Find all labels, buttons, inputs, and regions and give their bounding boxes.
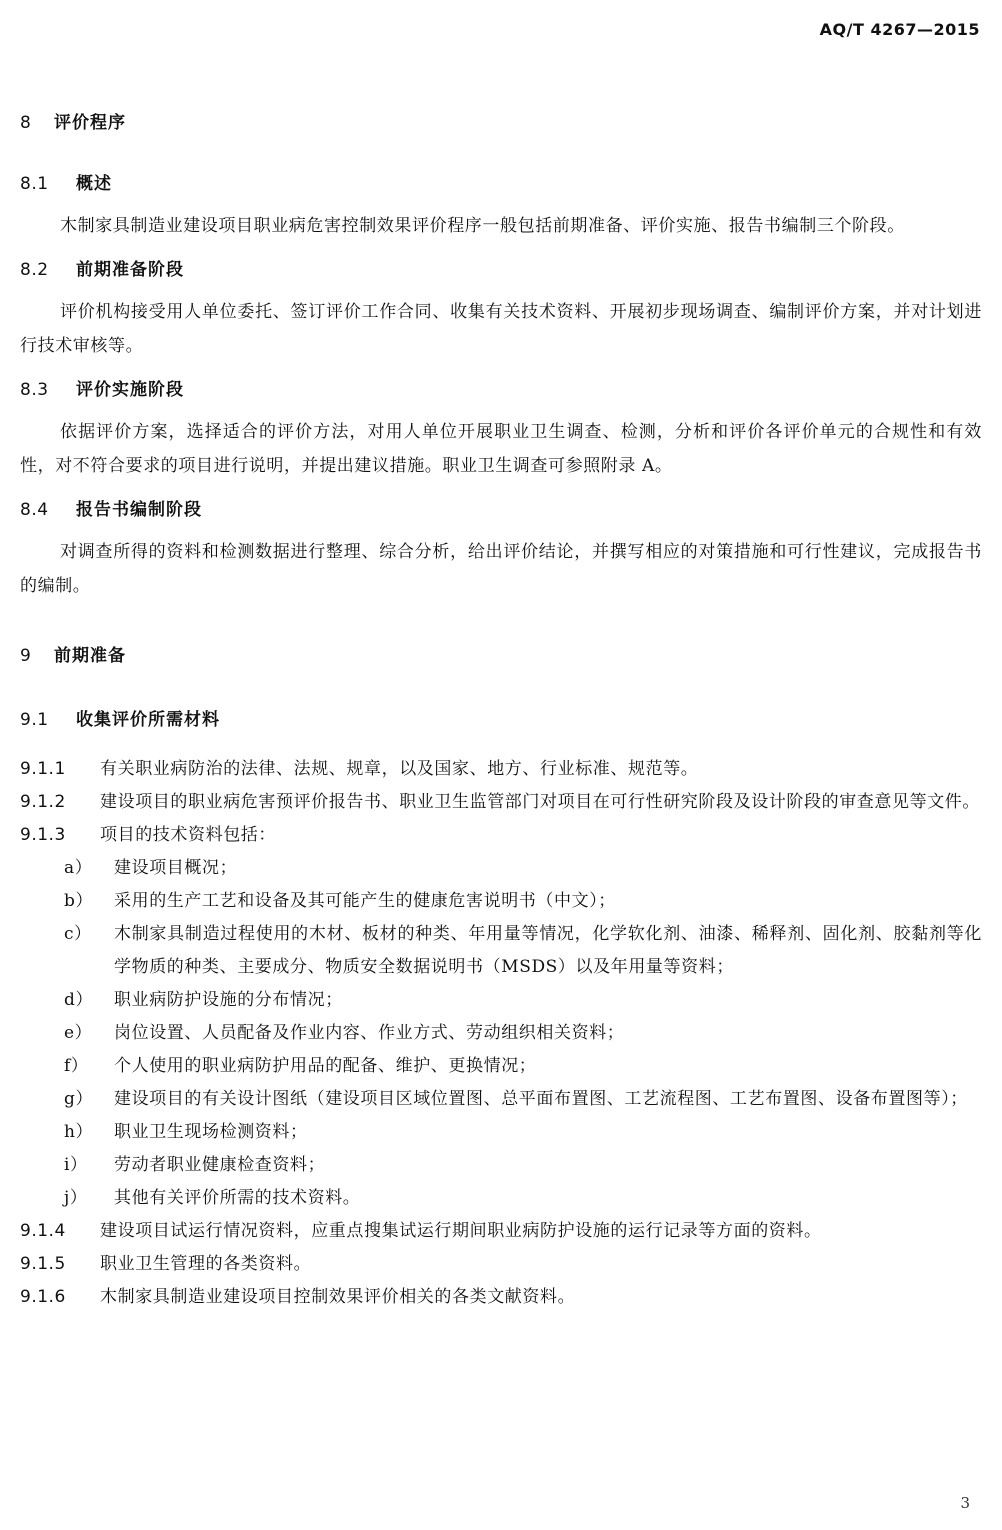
list-text: 劳动者职业健康检查资料； — [114, 1155, 326, 1175]
list-item-i — [20, 1149, 982, 1182]
list-label: i） — [64, 1155, 88, 1175]
clause-text: 建设项目的职业病危害预评价报告书、职业卫生监管部门对项目在可行性研究阶段及设计阶段的审查意见等文件。 — [100, 792, 980, 812]
section-title: 前期准备 — [54, 646, 126, 666]
section-number: 8 — [20, 113, 32, 133]
clause-9-1-2 — [20, 786, 982, 819]
clause-9-1-5 — [20, 1248, 982, 1281]
section-number: 9 — [20, 646, 32, 666]
list-label: g） — [64, 1089, 94, 1109]
clause-number: 9.1.3 — [20, 825, 66, 845]
list-text: 采用的生产工艺和设备及其可能产生的健康危害说明书（中文）； — [114, 891, 616, 911]
list-text: 个人使用的职业病防护用品的配备、维护、更换情况； — [114, 1056, 537, 1076]
list-label: f） — [64, 1056, 89, 1076]
clause-number: 9.1.5 — [20, 1254, 66, 1274]
list-text: 木制家具制造过程使用的木材、板材的种类、年用量等情况，化学软化剂、油漆、稀释剂、固化剂、胶黏剂等化学物质的种类、主要成分、物质安全数据说明书（MSDS）以及年用量等资料； — [114, 924, 982, 977]
section-8-4-body: 对调查所得的资料和检测数据进行整理、综合分析，给出评价结论，并撰写相应的对策措施和可行性建议，完成报告书的编制。 — [20, 542, 982, 596]
section-8-4-heading — [20, 497, 982, 523]
section-number: 8.3 — [20, 380, 49, 400]
list-text: 建设项目概况； — [114, 858, 238, 878]
list-item-f — [20, 1050, 982, 1083]
section-title: 报告书编制阶段 — [76, 500, 202, 520]
section-8-2-body: 评价机构接受用人单位委托、签订评价工作合同、收集有关技术资料、开展初步现场调查、编制评价方案，并对计划进行技术审核等。 — [20, 302, 982, 356]
clause-text: 有关职业病防治的法律、法规、规章，以及国家、地方、行业标准、规范等。 — [100, 759, 699, 779]
list-label: a） — [64, 858, 93, 878]
list-label: b） — [64, 891, 94, 911]
clause-number: 9.1.2 — [20, 792, 66, 812]
section-title: 评价程序 — [54, 113, 126, 133]
list-label: d） — [64, 990, 94, 1010]
list-item-h — [20, 1116, 982, 1149]
list-item-c — [20, 918, 982, 984]
section-9-heading — [20, 643, 982, 669]
section-number: 9.1 — [20, 710, 49, 730]
section-number: 8.1 — [20, 174, 49, 194]
clause-text: 木制家具制造业建设项目控制效果评价相关的各类文献资料。 — [100, 1287, 576, 1307]
list-item-g — [20, 1083, 982, 1116]
section-number: 8.2 — [20, 260, 49, 280]
clause-text: 建设项目试运行情况资料，应重点搜集试运行期间职业病防护设施的运行记录等方面的资料。 — [100, 1221, 822, 1241]
list-text: 职业卫生现场检测资料； — [114, 1122, 308, 1142]
list-text: 建设项目的有关设计图纸（建设项目区域位置图、总平面布置图、工艺流程图、工艺布置图、设备布置图等）； — [114, 1089, 968, 1109]
clause-number: 9.1.1 — [20, 759, 66, 779]
clause-9-1-1 — [20, 753, 982, 786]
section-8-1-body: 木制家具制造业建设项目职业病危害控制效果评价程序一般包括前期准备、评价实施、报告书编制三个阶段。 — [60, 216, 905, 236]
clause-number: 9.1.4 — [20, 1221, 66, 1241]
clause-text: 项目的技术资料包括： — [100, 825, 276, 845]
list-item-b — [20, 885, 982, 918]
section-title: 前期准备阶段 — [76, 260, 184, 280]
section-title: 概述 — [76, 174, 112, 194]
section-8-1-heading — [20, 171, 982, 197]
clause-number: 9.1.6 — [20, 1287, 66, 1307]
list-label: c） — [64, 924, 92, 944]
list-item-a — [20, 852, 982, 885]
list-item-j — [20, 1182, 982, 1215]
list-text: 职业病防护设施的分布情况； — [114, 990, 343, 1010]
list-item-e — [20, 1017, 982, 1050]
list-text: 其他有关评价所需的技术资料。 — [114, 1188, 361, 1208]
list-label: h） — [64, 1122, 94, 1142]
page-number: 3 — [960, 1494, 970, 1512]
section-8-heading — [20, 110, 982, 136]
section-number: 8.4 — [20, 500, 49, 520]
section-title: 收集评价所需材料 — [76, 710, 220, 730]
clause-text: 职业卫生管理的各类资料。 — [100, 1254, 312, 1274]
clause-9-1-6 — [20, 1281, 982, 1314]
list-label: e） — [64, 1023, 93, 1043]
clause-9-1-3 — [20, 819, 982, 852]
standard-code: AQ/T 4267—2015 — [819, 20, 980, 39]
page-content — [20, 110, 982, 1314]
list-label: j） — [64, 1188, 88, 1208]
section-9-1-heading — [20, 707, 982, 733]
section-8-3-heading — [20, 377, 982, 403]
list-text: 岗位设置、人员配备及作业内容、作业方式、劳动组织相关资料； — [114, 1023, 625, 1043]
list-item-d — [20, 984, 982, 1017]
section-title: 评价实施阶段 — [76, 380, 184, 400]
clause-9-1-4 — [20, 1215, 982, 1248]
section-8-3-body: 依据评价方案，选择适合的评价方法，对用人单位开展职业卫生调查、检测，分析和评价各评价单元的合规性和有效性，对不符合要求的项目进行说明，并提出建议措施。职业卫生调查可参照附录 A。 — [20, 422, 982, 476]
section-8-2-heading — [20, 257, 982, 283]
